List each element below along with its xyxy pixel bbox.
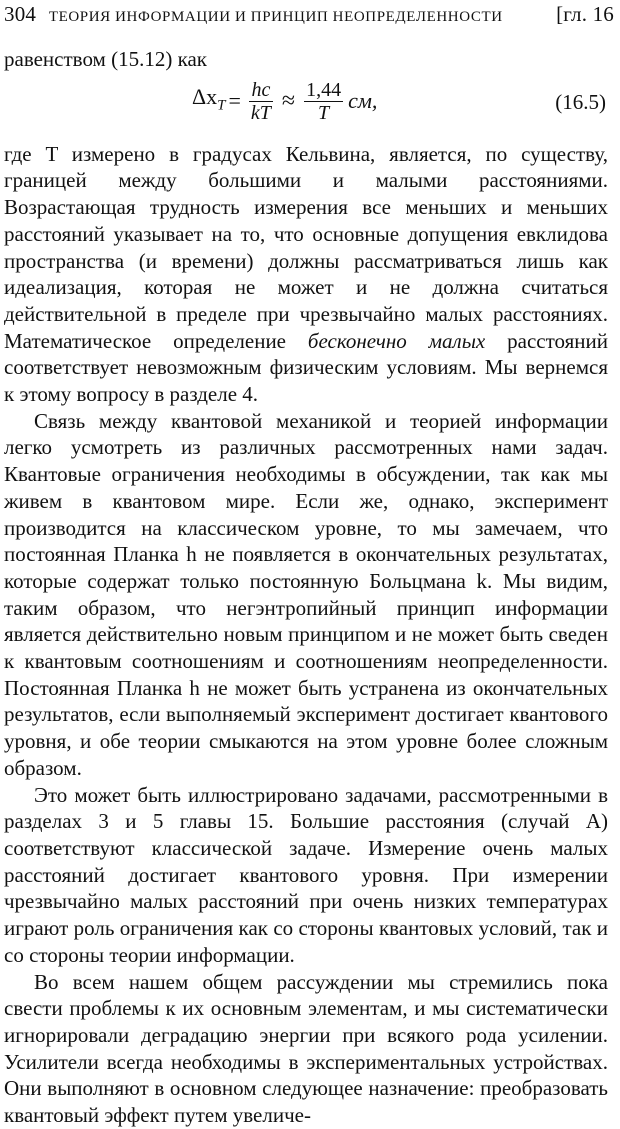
equation-formula xyxy=(192,79,377,124)
eq-unit: см, xyxy=(348,87,378,113)
fraction-numerator: hc xyxy=(251,78,271,101)
eq-lhs: $\Delta x_T$ xyxy=(192,83,226,114)
running-title: ТЕОРИЯ ИНФОРМАЦИИ И ПРИНЦИП НЕОПРЕДЕЛЕННОСТИ xyxy=(48,9,503,25)
page-number: 304 xyxy=(4,2,37,26)
chapter-marker: [гл. 16 xyxy=(556,2,614,26)
equation-16-5 xyxy=(4,75,608,137)
fraction-denominator: kT xyxy=(250,101,271,124)
paragraph-3: Это может быть иллюстрировано задачами, рассмотренными в разделах 3 и 5 главы 15. Большие расстояния (случай A) соответствуют классической задаче. Измерение очень малых расстояний достигает квантового уровня. При измерении чрезвычайно малых расстояний при очень низких температурах играют роль ограничения как со стороны квантовых условий, так и со стороны теории информации. xyxy=(4,782,608,967)
paragraph-2: Связь между квантовой механикой и теорией информации легко усмотреть из различных рассмотренных нами задач. Квантовые ограничения необходимы в обсуждении, так как мы живем в квантовом мире. Если же, однако, эксперимент производится на классическом уровне, то мы замечаем, что постоянная Планка h не появляется в окончательных результатах, которые содержат только постоянную Больцмана k. Мы видим, таким образом, что негэнтропийный принцип информации является действительно новым принципом и не может быть сведен к квантовым соотношениям и соотношениям неопределенности. Постоянная Планка h не может быть устранена из окончательных результатов, если выполняемый эксперимент достигает квантового уровня, и обе теории смыкаются на этом уровне более сложным образом. xyxy=(4,408,608,780)
fraction-denominator: T xyxy=(318,101,330,124)
emphasis-infinitesimal: бесконечно малых xyxy=(307,328,486,353)
equation-number: (16.5) xyxy=(555,89,606,114)
eq-approx: ≈ xyxy=(281,87,296,114)
running-header xyxy=(4,2,614,32)
fraction-numerator: 1,44 xyxy=(306,78,342,101)
fraction-value xyxy=(304,79,343,124)
fraction-hc-kt xyxy=(249,79,273,124)
body-text xyxy=(4,46,608,1129)
paragraph-4: Во всем нашем общем рассуждении мы стремились пока свести проблемы к их основным элементам, и мы систематически игнорировали деградацию энергии при всякого рода усилении. Усилители всегда необходимы в экспериментальных устройствах. Они выполняют в основном следующее назначение: преобразовать квантовый эффект путем увеличе- xyxy=(4,969,608,1128)
eq-equals: = xyxy=(228,87,241,113)
intro-line: равенством (15.12) как xyxy=(4,47,207,71)
paragraph-1: где T измерено в градусах Кельвина, является, по существу, границей между большими и малыми расстояниями. Возрастающая трудность измерения все меньших и меньших расстояний указывает на то, что основные допущения евклидова пространства (и времени) должны рассматриваться лишь как идеализация, которая не может и не должна считаться действительной в пределе при чрезвычайно малых расстояниях. Математическое определение бесконечно малых расстояний соответствует невозможным физическим условиям. Мы вернемся к этому вопросу в разделе 4. xyxy=(4,141,608,407)
